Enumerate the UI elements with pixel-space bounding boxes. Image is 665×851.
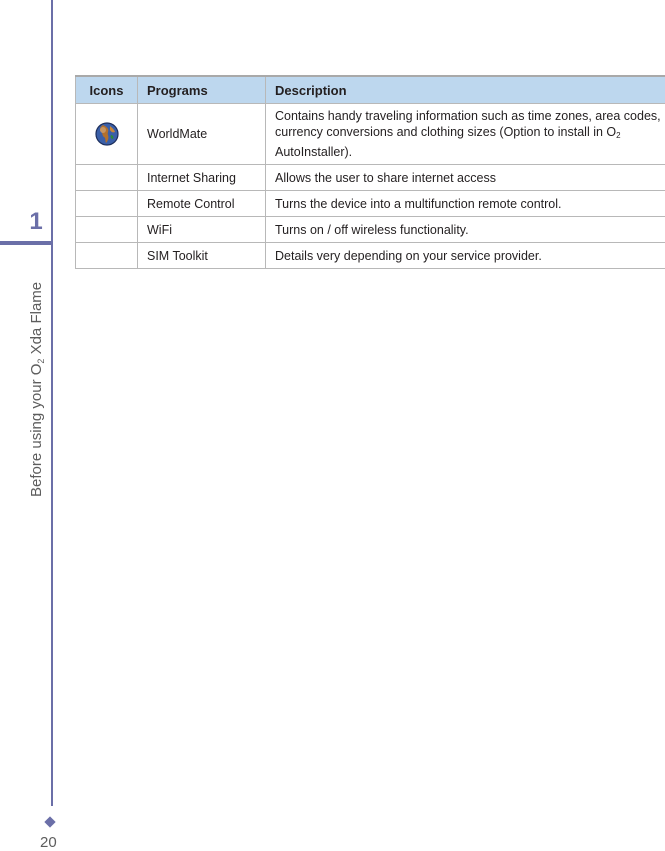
program-description: [266, 104, 665, 165]
page-number: 20: [40, 834, 64, 851]
chapter-title-sub: 2: [36, 359, 46, 364]
margin-rule: [51, 0, 53, 806]
programs-table: [75, 75, 665, 269]
table-row: [76, 191, 665, 217]
chapter-title: [27, 197, 47, 497]
description-sub: 2: [616, 131, 620, 140]
chapter-number: 1: [24, 208, 48, 236]
program-description: Turns on / off wireless functionality.: [266, 217, 665, 243]
header-icons: Icons: [76, 76, 138, 104]
table-row: [76, 217, 665, 243]
table-row: [76, 165, 665, 191]
program-description: Details very depending on your service provider.: [266, 243, 665, 269]
globe-icon: [94, 121, 120, 147]
table-header-row: [76, 76, 665, 104]
table-row: [76, 104, 665, 165]
program-description: Allows the user to share internet access: [266, 165, 665, 191]
description-text-end: AutoInstaller).: [275, 145, 352, 159]
diamond-icon: [44, 816, 55, 827]
icon-cell: [76, 104, 138, 165]
program-name: Remote Control: [138, 191, 266, 217]
program-name: SIM Toolkit: [138, 243, 266, 269]
header-description: Description: [266, 76, 665, 104]
program-name: Internet Sharing: [138, 165, 266, 191]
icon-cell: [76, 165, 138, 191]
header-programs: Programs: [138, 76, 266, 104]
program-name: WiFi: [138, 217, 266, 243]
icon-cell: [76, 191, 138, 217]
chapter-title-pre: Before using your O: [28, 364, 45, 497]
table-row: [76, 243, 665, 269]
chapter-title-post: Xda Flame: [28, 282, 45, 359]
icon-cell: [76, 243, 138, 269]
description-text: Contains handy traveling information such as time zones, area codes, currency conversions and clothing sizes (Option to install in O: [275, 109, 661, 139]
program-name: WorldMate: [138, 104, 266, 165]
program-description: Turns the device into a multifunction remote control.: [266, 191, 665, 217]
icon-cell: [76, 217, 138, 243]
